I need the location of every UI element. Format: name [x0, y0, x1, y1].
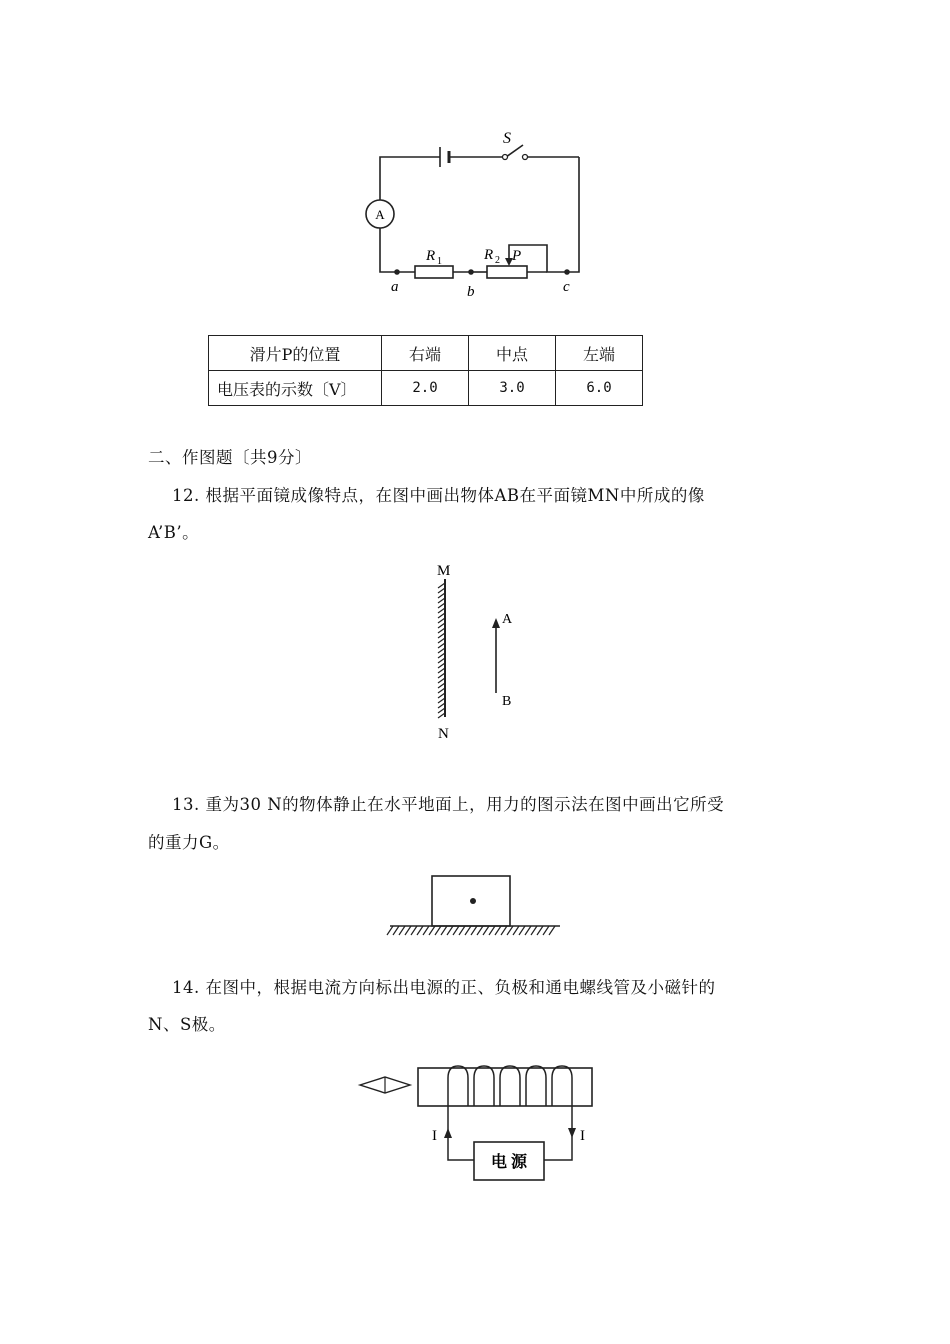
r1-sub: 1: [437, 256, 442, 267]
mirror-label-m: M: [437, 563, 451, 579]
object-label-b: B: [502, 694, 512, 709]
section-title: 二、作图题〔共9分〕: [148, 448, 312, 467]
q13-text-line1: 13. 重为30 N的物体静止在水平地面上，用力的图示法在图中画出它所受: [172, 795, 725, 814]
circuit-diagram: [355, 125, 600, 310]
node-a-label: a: [391, 279, 399, 295]
slider-label: P: [512, 248, 522, 264]
table-cell: 中点: [469, 336, 556, 371]
q14-text-line1: 14. 在图中，根据电流方向标出电源的正、负极和通电螺线管及小磁针的: [172, 978, 716, 997]
table-row: [209, 371, 643, 406]
mirror-label-n: N: [438, 726, 449, 742]
r1-label: R: [426, 248, 436, 264]
switch-label: S: [503, 130, 511, 147]
solenoid-diagram: [350, 1058, 610, 1188]
table-row: [209, 336, 643, 371]
current-label-right: I: [580, 1128, 585, 1144]
q13-text-line2: 的重力G。: [148, 833, 230, 852]
q14-text-line2: N、S极。: [148, 1015, 226, 1034]
table-cell: 3.0: [469, 371, 556, 406]
r2-label: R: [484, 247, 494, 263]
table-cell: 右端: [382, 336, 469, 371]
voltage-table: [208, 335, 643, 406]
q12-text-line2: A’B’。: [148, 523, 200, 542]
table-cell: 2.0: [382, 371, 469, 406]
node-c-label: c: [563, 279, 570, 295]
current-label-left: I: [432, 1128, 437, 1144]
ammeter-label: A: [375, 207, 385, 222]
table-cell: 左端: [556, 336, 643, 371]
power-source-label: 电 源: [490, 1154, 528, 1171]
mirror-diagram: [425, 555, 535, 745]
r2-sub: 2: [495, 255, 500, 266]
q12-text-line1: 12. 根据平面镜成像特点，在图中画出物体AB在平面镜MN中所成的像: [172, 486, 705, 505]
object-label-a: A: [502, 612, 513, 627]
table-cell: 滑片P的位置: [209, 336, 382, 371]
node-b-label: b: [467, 284, 475, 300]
table-cell: 6.0: [556, 371, 643, 406]
table-cell: 电压表的示数〔V〕: [209, 371, 382, 406]
block-diagram: [385, 868, 565, 943]
